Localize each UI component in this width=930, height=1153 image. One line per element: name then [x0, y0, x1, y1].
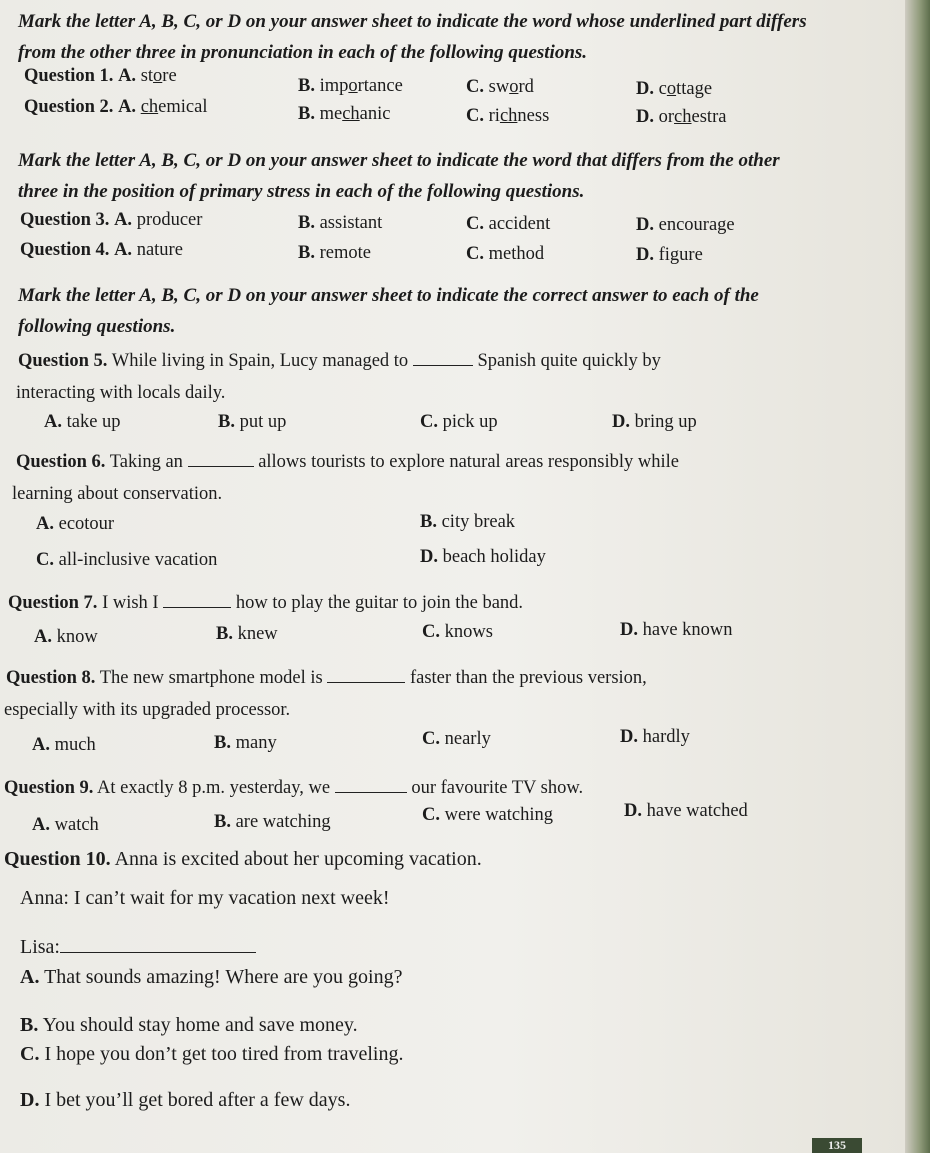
- question-4: Question 4. A. nature: [20, 240, 183, 260]
- question-8-cont: especially with its upgraded processor.: [4, 700, 291, 720]
- question-5-cont: interacting with locals daily.: [16, 383, 226, 403]
- question-10: Question 10. Anna is excited about her upcoming vacation.: [4, 848, 482, 870]
- option-5c[interactable]: C. pick up: [420, 412, 498, 432]
- option-6b[interactable]: B. city break: [420, 512, 516, 532]
- instruction-stress: Mark the letter A, B, C, or D on your answer sheet to indicate the word that differs from the other three in the position of primary stress in each of the following questions.: [18, 150, 780, 202]
- option-2d[interactable]: D. orchestra: [636, 107, 727, 127]
- question-6: Question 6. Taking an allows tourists to explore natural areas responsibly while: [16, 452, 679, 472]
- option-9c[interactable]: C. were watching: [422, 805, 554, 825]
- page-number: 135: [812, 1138, 862, 1153]
- answer-blank[interactable]: [163, 593, 231, 608]
- option-8d[interactable]: D. hardly: [620, 727, 690, 747]
- option-10c[interactable]: C. I hope you don’t get too tired from traveling.: [20, 1043, 404, 1065]
- option-3c[interactable]: C. accident: [466, 214, 551, 234]
- option-9d[interactable]: D. have watched: [624, 801, 748, 821]
- option-7d[interactable]: D. have known: [620, 620, 733, 640]
- option-6c[interactable]: C. all-inclusive vacation: [36, 550, 218, 570]
- option-7a[interactable]: A. know: [34, 627, 98, 647]
- answer-blank[interactable]: [335, 778, 407, 793]
- instruction-correct-answer: Mark the letter A, B, C, or D on your answer sheet to indicate the correct answer to each of the following questions.: [18, 285, 759, 337]
- option-5d[interactable]: D. bring up: [612, 412, 697, 432]
- option-7b[interactable]: B. knew: [216, 624, 278, 644]
- option-8a[interactable]: A. much: [32, 735, 96, 755]
- question-9: Question 9. At exactly 8 p.m. yesterday, we our favourite TV show.: [4, 778, 584, 798]
- option-10d[interactable]: D. I bet you’ll get bored after a few days.: [20, 1089, 351, 1111]
- option-1c[interactable]: C. sword: [466, 77, 534, 97]
- question-1: Question 1. A. store: [24, 66, 177, 86]
- option-2c[interactable]: C. richness: [466, 106, 550, 126]
- book-edge: [905, 0, 930, 1153]
- question-6-cont: learning about conservation.: [12, 484, 223, 504]
- question-7: Question 7. I wish I how to play the guitar to join the band.: [8, 593, 524, 613]
- answer-blank[interactable]: [327, 668, 405, 683]
- question-2: Question 2. A. chemical: [24, 97, 208, 117]
- question-5: Question 5. While living in Spain, Lucy managed to Spanish quite quickly by: [18, 351, 661, 371]
- option-6a[interactable]: A. ecotour: [36, 514, 115, 534]
- option-10b[interactable]: B. You should stay home and save money.: [20, 1014, 358, 1036]
- option-6d[interactable]: D. beach holiday: [420, 547, 546, 567]
- option-2a[interactable]: chemical: [140, 97, 208, 117]
- option-4a[interactable]: nature: [136, 240, 183, 260]
- option-3a[interactable]: producer: [136, 210, 203, 230]
- option-1d[interactable]: D. cottage: [636, 79, 713, 99]
- option-9b[interactable]: B. are watching: [214, 812, 331, 832]
- option-10a[interactable]: A. That sounds amazing! Where are you going?: [20, 966, 403, 988]
- question-3: Question 3. A. producer: [20, 210, 203, 230]
- option-3b[interactable]: B. assistant: [298, 213, 383, 233]
- option-8b[interactable]: B. many: [214, 733, 277, 753]
- option-5b[interactable]: B. put up: [218, 412, 287, 432]
- instruction-pronunciation: Mark the letter A, B, C, or D on your answer sheet to indicate the word whose underlined part differs from the other three in pronunciation in each of the following questions.: [18, 11, 807, 63]
- option-1a[interactable]: store: [140, 66, 177, 86]
- option-8c[interactable]: C. nearly: [422, 729, 491, 749]
- option-4b[interactable]: B. remote: [298, 243, 371, 263]
- option-5a[interactable]: A. take up: [44, 412, 121, 432]
- option-3d[interactable]: D. encourage: [636, 215, 735, 235]
- option-2b[interactable]: B. mechanic: [298, 104, 391, 124]
- option-9a[interactable]: A. watch: [32, 815, 99, 835]
- dialogue-anna: Anna: I can’t wait for my vacation next week!: [20, 887, 390, 909]
- option-1b[interactable]: B. importance: [298, 76, 403, 96]
- answer-blank[interactable]: [188, 452, 254, 467]
- answer-blank[interactable]: [60, 938, 256, 953]
- option-4d[interactable]: D. figure: [636, 245, 703, 265]
- question-8: Question 8. The new smartphone model is faster than the previous version,: [6, 668, 647, 688]
- dialogue-lisa: Lisa:: [20, 936, 256, 959]
- option-7c[interactable]: C. knows: [422, 622, 493, 642]
- option-4c[interactable]: C. method: [466, 244, 545, 264]
- answer-blank[interactable]: [413, 351, 473, 366]
